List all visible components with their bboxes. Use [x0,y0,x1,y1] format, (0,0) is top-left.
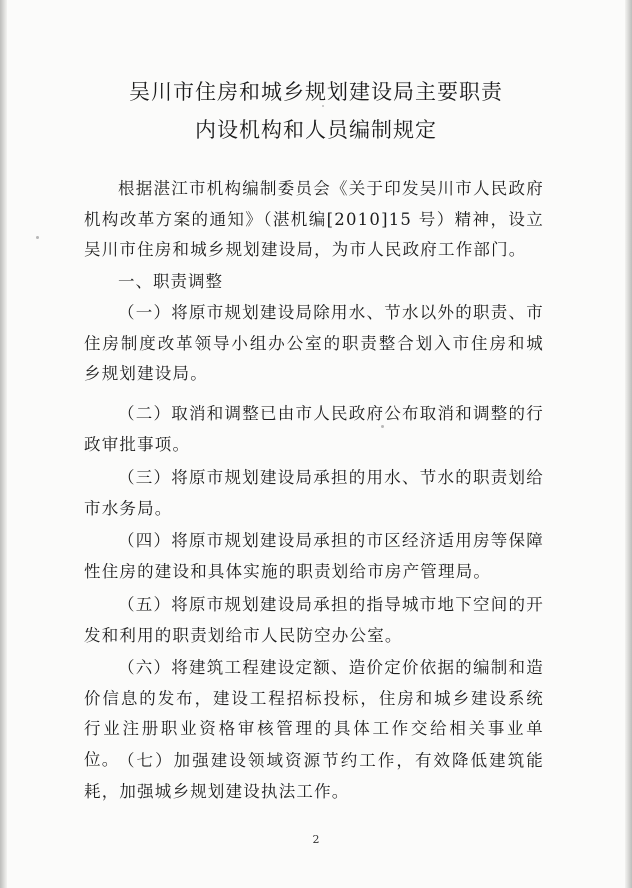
intro-paragraph: 根据湛江市机构编制委员会《关于印发吴川市人民政府机构改革方案的通知》（湛机编[2010]15 号）精神，设立吴川市住房和城乡规划建设局，为市人民政府工作部门。 [84,179,544,259]
item-paragraph-7: （七）加强建设领域资源节约工作，有效降低建筑能耗，加强城乡规划建设执法工作。 [84,751,544,801]
item-paragraph-6: （六）将建筑工程建设定额、造价定价依据的编制和造价信息的发布，建设工程招标投标，住房和城乡建设系统行业注册职业资格审核管理的具体工作交给相关事业单位。 [84,658,544,769]
item-paragraph-5: （五）将原市规划建设局承担的指导城市地下空间的开发和利用的职责划给市人民防空办公室。 [84,595,544,645]
document-title-line-2: 内设机构和人员编制规定 [195,118,437,142]
item-paragraph-1: （一）将原市规划建设局除用水、节水以外的职责、市住房制度改革领导小组办公室的职责整合划入市住房和城乡规划建设局。 [84,303,544,383]
item-paragraph-2: （二）取消和调整已由市人民政府公布取消和调整的行政审批事项。 [84,404,544,454]
scan-speck [322,105,324,107]
item-paragraph-3: （三）将原市规划建设局承担的用水、节水的职责划给市水务局。 [84,468,544,518]
scan-speck [36,236,39,239]
scan-speck [381,425,384,428]
section-heading-duty-adjustment: 一、职责调整 [118,272,223,291]
page-number: 2 [312,833,320,846]
item-paragraph-4: （四）将原市规划建设局承担的市区经济适用房等保障性住房的建设和具体实施的职责划给市房产管理局。 [84,531,544,581]
document-title-line-1: 吴川市住房和城乡规划建设局主要职责 [129,80,503,104]
